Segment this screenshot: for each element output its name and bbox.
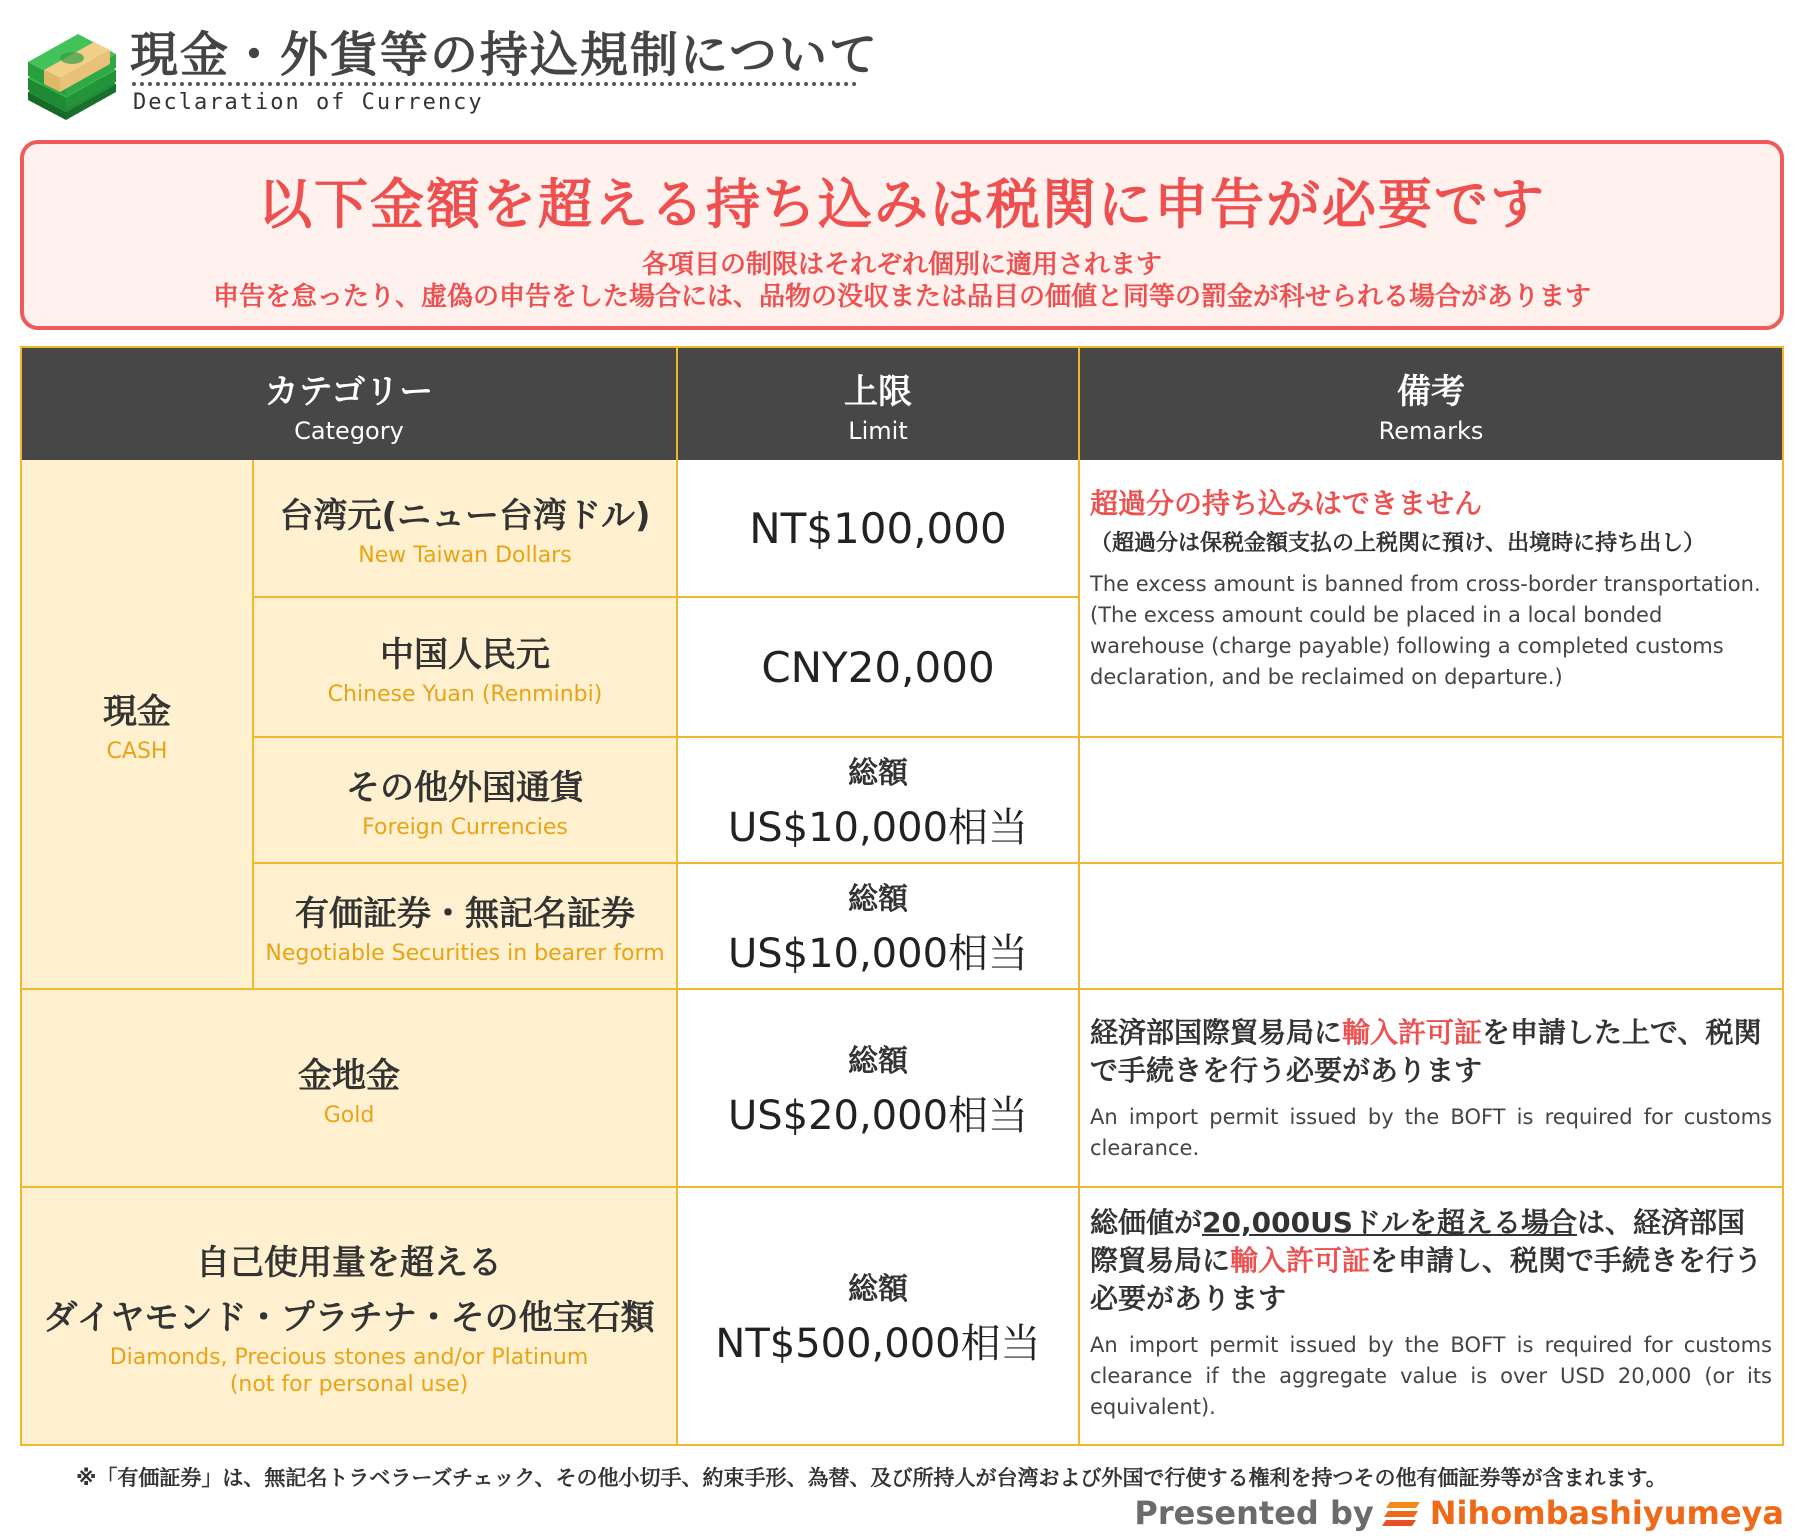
- category-diamonds-en-1: Diamonds, Precious stones and/or Platinum: [109, 1345, 589, 1370]
- page-subtitle: Declaration of Currency: [133, 90, 484, 115]
- remarks-gold-ja-a: 経済部国際貿易局に: [1090, 1016, 1343, 1049]
- header-limit: [678, 348, 1080, 460]
- remarks-diamonds-ja-a: 総価値が: [1090, 1206, 1203, 1239]
- category-foreign-en: Foreign Currencies: [362, 815, 568, 840]
- remarks-cash-en: The excess amount is banned from cross-border transportation. (The excess amount could be placed in a local bonded warehouse (charge payable) following a completed customs declaration, and be reclaimed on departure.): [1090, 572, 1761, 689]
- category-gold: [22, 990, 678, 1188]
- remarks-diamonds: [1080, 1188, 1782, 1444]
- notice-headline: 以下金額を超える持ち込みは税関に申告が必要です: [258, 173, 1546, 236]
- remarks-diamonds-threshold: 20,000USドルを超える場合: [1202, 1206, 1577, 1239]
- limit-foreign: [678, 738, 1080, 864]
- header-remarks-en: Remarks: [1378, 416, 1484, 445]
- currency-limit-table: [20, 346, 1784, 1446]
- category-securities: [254, 864, 678, 990]
- page-header: [20, 14, 880, 119]
- limit-diamonds: [678, 1188, 1080, 1444]
- limit-securities-value: US$10,000相当: [727, 930, 1029, 977]
- category-gold-ja: 金地金: [298, 1056, 400, 1096]
- remarks-diamonds-ja-b: は、経済部国際貿易局に: [1090, 1206, 1745, 1277]
- limit-foreign-value: US$10,000相当: [727, 804, 1029, 851]
- limit-ntd-value: NT$100,000: [749, 503, 1007, 553]
- remarks-securities: [1080, 864, 1782, 990]
- category-cny-en: Chinese Yuan (Renminbi): [327, 682, 603, 707]
- remarks-cash-note: （超過分は保税金額支払の上税関に預け、出境時に持ち出し）: [1090, 531, 1706, 556]
- limit-diamonds-value: NT$500,000相当: [715, 1320, 1041, 1367]
- limit-cny-value: CNY20,000: [761, 642, 995, 692]
- category-ntd-en: New Taiwan Dollars: [358, 543, 572, 568]
- category-cny-ja: 中国人民元: [380, 635, 550, 675]
- category-foreign-ja: その他外国通貨: [346, 768, 584, 808]
- remarks-cash: [1080, 460, 1782, 738]
- nihombashiyumeya-logo-icon: [1382, 1496, 1422, 1530]
- limit-cny: [678, 598, 1080, 738]
- category-ntd: [254, 460, 678, 598]
- notice-line-1: 各項目の制限はそれぞれ個別に適用されます: [641, 250, 1162, 280]
- money-stack-icon: [20, 22, 120, 122]
- remarks-gold-en: An import permit issued by the BOFT is required for customs clearance.: [1090, 1105, 1772, 1160]
- header-category-ja: カテゴリー: [264, 371, 434, 412]
- category-diamonds-ja-2: ダイヤモンド・プラチナ・その他宝石類: [43, 1298, 655, 1338]
- limit-foreign-total: 総額: [848, 755, 908, 791]
- presented-by-label: Presented by: [1134, 1494, 1374, 1532]
- category-diamonds-en-2: (not for personal use): [229, 1372, 469, 1397]
- category-diamonds: [22, 1188, 678, 1444]
- remarks-diamonds-en: An import permit issued by the BOFT is required for customs clearance if the aggregate value is over USD 20,000 (or its equivalent).: [1090, 1333, 1772, 1419]
- page-title: 現金・外貨等の持込規制について: [130, 27, 880, 83]
- remarks-diamonds-ja: [1090, 1204, 1772, 1318]
- remarks-foreign: [1080, 738, 1782, 864]
- category-cny: [254, 598, 678, 738]
- limit-gold: [678, 990, 1080, 1188]
- limit-securities-total: 総額: [848, 881, 908, 917]
- remarks-gold-ja-b: を申請した上で、税関で手続きを行う必要があります: [1090, 1016, 1762, 1087]
- cash-label-ja: 現金: [103, 692, 171, 732]
- remarks-gold-ja: [1090, 1014, 1772, 1090]
- presented-by: [1134, 1494, 1784, 1532]
- limit-diamonds-total: 総額: [848, 1271, 908, 1307]
- remarks-gold: [1080, 990, 1782, 1188]
- category-securities-ja: 有価証券・無記名証券: [295, 894, 635, 934]
- header-remarks-ja: 備考: [1397, 371, 1465, 412]
- limit-ntd: [678, 460, 1080, 598]
- cash-label-en: CASH: [106, 739, 168, 764]
- remarks-diamonds-permit: 輸入許可証: [1230, 1244, 1371, 1277]
- header-remarks: [1080, 348, 1782, 460]
- category-ntd-ja: 台湾元(ニュー台湾ドル): [279, 496, 651, 536]
- header-category: [22, 348, 678, 460]
- remarks-gold-permit: 輸入許可証: [1342, 1016, 1483, 1049]
- cash-group-label: [22, 460, 254, 990]
- remarks-cash-warning: 超過分の持ち込みはできません: [1090, 487, 1483, 520]
- header-limit-en: Limit: [848, 416, 908, 445]
- limit-gold-value: US$20,000相当: [727, 1092, 1029, 1139]
- notice-line-2: 申告を怠ったり、虚偽の申告をした場合には、品物の没収または品目の価値と同等の罰金が科せられる場合があります: [212, 282, 1591, 312]
- limit-securities: [678, 864, 1080, 990]
- remarks-diamonds-ja-c: を申請し、税関で手続きを行う必要があります: [1090, 1244, 1763, 1315]
- category-diamonds-ja-1: 自己使用量を超える: [196, 1243, 502, 1283]
- declaration-notice: [20, 140, 1784, 330]
- category-gold-en: Gold: [323, 1103, 375, 1128]
- brand-name: Nihombashiyumeya: [1429, 1494, 1784, 1532]
- category-securities-en: Negotiable Securities in bearer form: [265, 941, 665, 966]
- header-limit-ja: 上限: [844, 371, 912, 412]
- limit-gold-total: 総額: [848, 1043, 908, 1079]
- header-category-en: Category: [294, 416, 404, 445]
- securities-footnote: ※「有価証券」は、無記名トラベラーズチェック、その他小切手、約束手形、為替、及び所持人が台湾および外国で行使する権利を持つその他有価証券等が含まれます。: [76, 1466, 1667, 1490]
- title-divider: [132, 82, 857, 86]
- category-foreign: [254, 738, 678, 864]
